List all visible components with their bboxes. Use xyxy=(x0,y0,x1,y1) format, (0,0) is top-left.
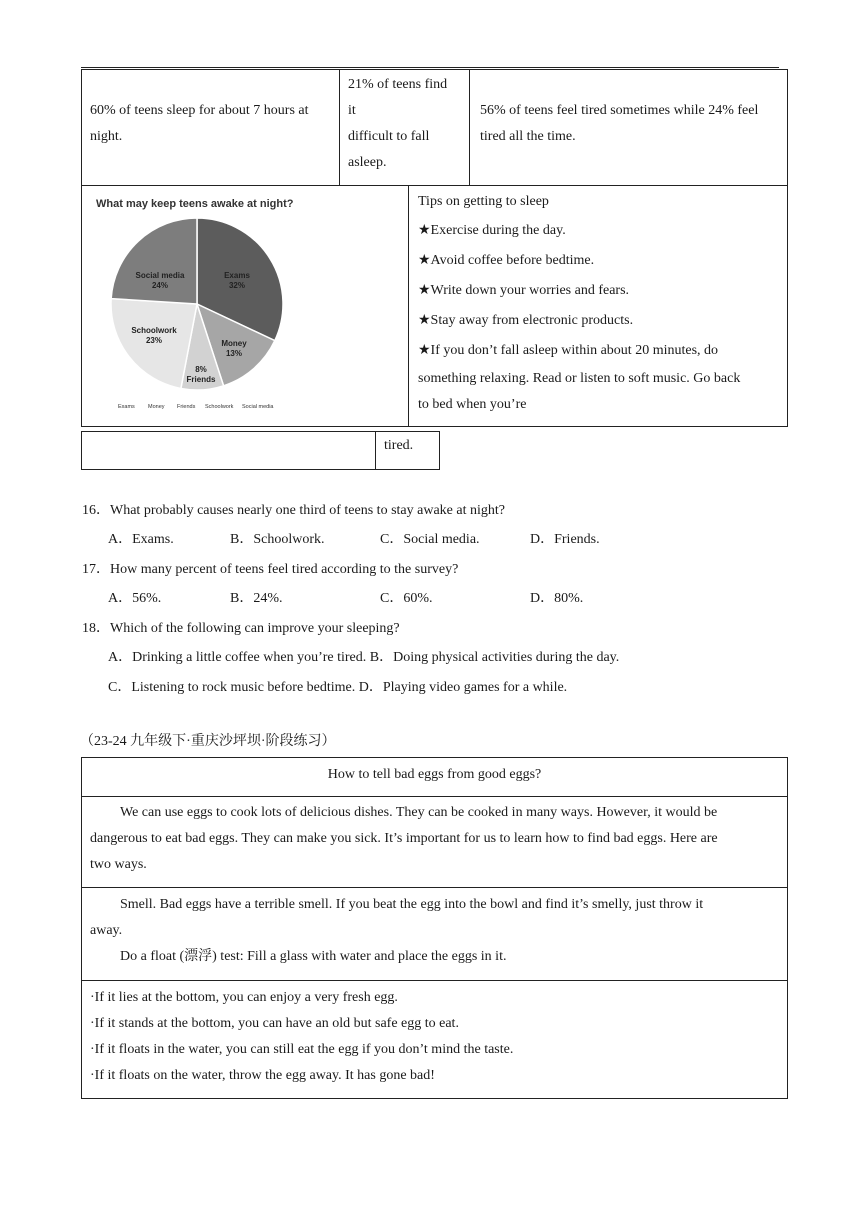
option-18-line-cd[interactable]: C．Listening to rock music before bedtime. D．Playing video games for a while. xyxy=(108,680,568,695)
stats-cell-1 xyxy=(82,70,340,185)
question-18: 18．Which of the following can improve your sleeping? xyxy=(82,621,400,636)
chart-legend xyxy=(118,404,274,410)
tip-item-last-line: to bed when you’re xyxy=(418,397,527,412)
option-16-a[interactable]: A．Exams. xyxy=(108,532,174,547)
eggs-intro-line: We can use eggs to cook lots of delicious dishes. They can be cooked in many ways. However, it would be xyxy=(120,805,718,820)
top-rule xyxy=(81,67,779,68)
option-16-b[interactable]: B．Schoolwork. xyxy=(230,532,325,547)
pie-slice-social-media xyxy=(111,218,197,304)
stats-cell-3 xyxy=(470,70,787,185)
pie-chart xyxy=(82,186,408,426)
eggs-intro-line: dangerous to eat bad eggs. They can make you sick. It’s important for us to learn how to find bad eggs. Here are xyxy=(90,831,718,846)
legend-item-schoolwork: Schoolwork xyxy=(205,404,234,410)
chart-cell xyxy=(82,186,409,426)
slice-pct-exams: 32% xyxy=(228,281,246,290)
slice-pct-friends: 8% xyxy=(195,365,207,374)
stats-table xyxy=(81,69,788,186)
legend-item-money: Money xyxy=(148,404,165,410)
option-16-c[interactable]: C．Social media. xyxy=(380,532,480,547)
legend-item-exams: Exams xyxy=(118,404,135,410)
slice-pct-social-media: 24% xyxy=(151,281,169,290)
tip-item: ★Exercise during the day. xyxy=(418,223,566,238)
stats-col2-line: asleep. xyxy=(348,155,387,170)
slice-pct-money: 13% xyxy=(225,349,243,358)
eggs-title-row xyxy=(82,758,787,797)
option-16-d[interactable]: D．Friends. xyxy=(530,532,600,547)
eggs-intro-row xyxy=(82,796,787,888)
eggs-result-item: ·If it lies at the bottom, you can enjoy a very fresh egg. xyxy=(90,990,398,1005)
legend-item-friends: Friends xyxy=(177,404,196,410)
stats-col2-line: it xyxy=(348,103,356,118)
option-17-d[interactable]: D．80%. xyxy=(530,591,584,606)
eggs-result-item: ·If it floats in the water, you can still eat the egg if you don’t mind the taste. xyxy=(90,1042,514,1057)
slice-pct-schoolwork: 23% xyxy=(145,336,163,345)
slice-label-friends: Friends xyxy=(186,375,216,384)
eggs-title: How to tell bad eggs from good eggs? xyxy=(327,767,542,782)
slice-label-money: Money xyxy=(221,339,247,348)
stats-col2-line: difficult to fall xyxy=(348,129,430,144)
slice-label-schoolwork: Schoolwork xyxy=(131,326,177,335)
slice-label-social-media: Social media xyxy=(135,271,185,280)
eggs-smell-line: Smell. Bad eggs have a terrible smell. If you beat the egg into the bowl and find it’s smelly, just throw it xyxy=(120,897,704,912)
question-16: 16．What probably causes nearly one third of teens to stay awake at night? xyxy=(82,503,505,518)
tip-item: ★Stay away from electronic products. xyxy=(418,313,634,328)
tip-item-last-line: ★If you don’t fall asleep within about 20 minutes, do xyxy=(418,343,719,358)
legend-item-social-media: Social media xyxy=(242,404,274,410)
eggs-intro-line: two ways. xyxy=(90,857,147,872)
option-17-c[interactable]: C．60%. xyxy=(380,591,433,606)
stats-col3-text: 56% of teens feel tired sometimes while 24% feel tired all the time. xyxy=(480,103,759,144)
eggs-result-item: ·If it stands at the bottom, you can have an old but safe egg to eat. xyxy=(90,1016,459,1031)
source-tag: （23-24 九年级下·重庆沙坪坝·阶段练习） xyxy=(80,734,336,749)
eggs-methods-row xyxy=(82,888,787,981)
chart-title: What may keep teens awake at night? xyxy=(96,198,294,210)
tips-cell xyxy=(408,186,787,426)
stats-col1-text: 60% of teens sleep for about 7 hours at night. xyxy=(90,103,309,144)
tip-item: ★Avoid coffee before bedtime. xyxy=(418,253,595,268)
option-17-b[interactable]: B．24%. xyxy=(230,591,283,606)
eggs-result-item: ·If it floats on the water, throw the egg away. It has gone bad! xyxy=(90,1068,435,1083)
tips-title: Tips on getting to sleep xyxy=(418,194,549,209)
tip-item-last-line: something relaxing. Read or listen to soft music. Go back xyxy=(418,371,741,386)
stats-col2-line: 21% of teens find xyxy=(348,77,448,92)
eggs-results-row xyxy=(82,981,787,1098)
option-17-a[interactable]: A．56%. xyxy=(108,591,162,606)
stats-cell-2 xyxy=(340,70,470,185)
question-17: 17．How many percent of teens feel tired according to the survey? xyxy=(82,562,459,577)
eggs-float-test: Do a float (漂浮) test: Fill a glass with water and place the eggs in it. xyxy=(120,949,507,964)
continuation-text: tired. xyxy=(384,438,414,453)
tip-item: ★Write down your worries and fears. xyxy=(418,283,630,298)
slice-label-exams: Exams xyxy=(224,271,250,280)
chart-tips-table xyxy=(81,185,788,427)
continuation-empty-cell xyxy=(82,432,376,469)
option-18-line-ab[interactable]: A．Drinking a little coffee when you’re tired. B．Doing physical activities during the day. xyxy=(108,650,620,665)
eggs-table xyxy=(81,757,788,1099)
continuation-table xyxy=(81,431,440,470)
eggs-smell-line: away. xyxy=(90,923,123,938)
